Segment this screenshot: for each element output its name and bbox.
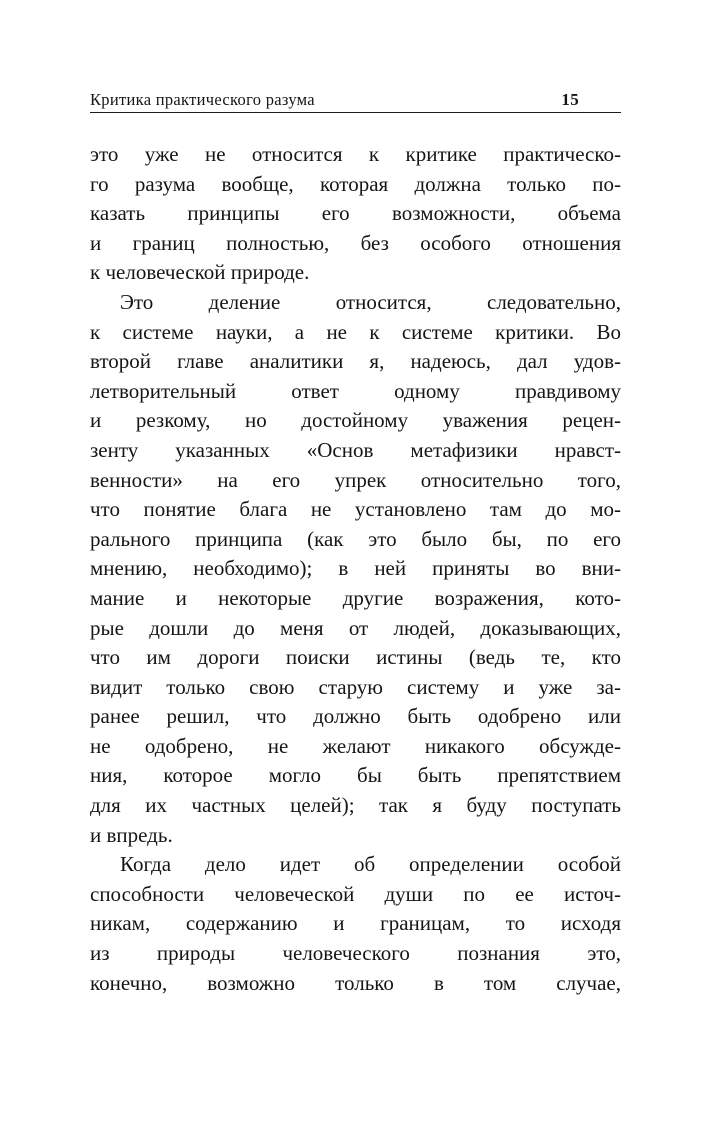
- text-line: к человеческой природе.: [90, 260, 310, 285]
- text-line: рые дошли до меня от людей, доказывающих,: [90, 615, 621, 640]
- running-head: [90, 90, 621, 110]
- text-line: что понятие блага не установлено там до мо-: [90, 497, 621, 522]
- text-line: го разума вообще, которая должна только по-: [90, 171, 621, 196]
- text-line: мание и некоторые другие возражения, кото-: [90, 585, 621, 610]
- text-line: ния, которое могло бы быть препятствием: [90, 763, 621, 788]
- text-line: Когда дело идет об определении особой: [120, 852, 621, 877]
- text-line: для их частных целей); так я буду поступать: [90, 793, 621, 818]
- text-line: видит только свою старую систему и уже за-: [90, 674, 621, 699]
- text-line: ранее решил, что должно быть одобрено или: [90, 704, 621, 729]
- text-line: и впредь.: [90, 822, 173, 847]
- paragraph: [90, 850, 621, 998]
- text-line: никам, содержанию и границам, то исходя: [90, 911, 621, 936]
- text-line: что им дороги поиски истины (ведь те, кто: [90, 645, 621, 670]
- text-line: это уже не относится к критике практическо-: [90, 142, 621, 166]
- text-line: к системе науки, а не к системе критики. Во: [90, 319, 621, 344]
- text-line: конечно, возможно только в том случае,: [90, 970, 621, 995]
- text-line: Это деление относится, следовательно,: [120, 289, 621, 314]
- page-number: 15: [561, 90, 579, 109]
- text-line: не одобрено, не желают никакого обсужде-: [90, 733, 621, 758]
- paragraph: [90, 140, 621, 288]
- page-body: [90, 140, 621, 998]
- text-line: второй главе аналитики я, надеюсь, дал удов-: [90, 349, 621, 374]
- text-line: и границ полностью, без особого отношения: [90, 230, 621, 255]
- header-rule: [90, 112, 621, 113]
- text-line: способности человеческой души по ее источ-: [90, 881, 621, 906]
- text-line: и резкому, но достойному уважения рецен-: [90, 408, 621, 433]
- paragraph: [90, 288, 621, 850]
- text-line: летворительный ответ одному правдивому: [90, 378, 621, 403]
- text-line: мнению, необходимо); в ней приняты во вни-: [90, 556, 621, 581]
- text-line: из природы человеческого познания это,: [90, 941, 621, 966]
- text-line: казать принципы его возможности, объема: [90, 201, 621, 226]
- running-head-title: Критика практического разума: [90, 90, 315, 109]
- text-line: зенту указанных «Основ метафизики нравст-: [90, 437, 621, 462]
- text-line: рального принципа (как это было бы, по его: [90, 526, 621, 551]
- text-line: венности» на его упрек относительно того,: [90, 467, 621, 492]
